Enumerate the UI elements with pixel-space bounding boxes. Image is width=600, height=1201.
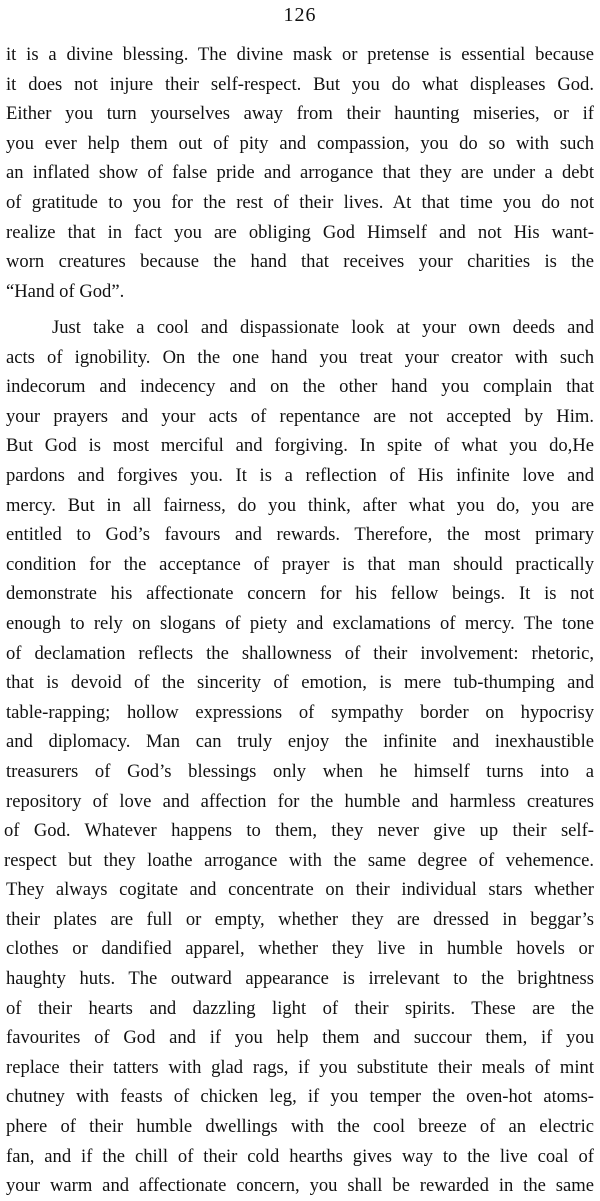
- text-line: of God. Whatever happens to them, they never give up their self-: [4, 820, 594, 842]
- text-line: their plates are full or empty, whether they are dressed in beggar’s: [6, 908, 594, 930]
- text-line: worn creatures because the hand that receives your charities is the: [6, 251, 594, 273]
- text-line: your warm and affectionate concern, you shall be rewarded in the same: [6, 1175, 594, 1197]
- text-line: an inflated show of false pride and arrogance that they are under a debt: [6, 162, 594, 184]
- text-line: pardons and forgives you. It is a reflection of His infinite love and: [6, 464, 594, 486]
- text-line: you ever help them out of pity and compassion, you do so with such: [6, 132, 594, 154]
- text-line: it does not injure their self-respect. But you do what displeases God.: [6, 73, 594, 95]
- text-line: of gratitude to you for the rest of their lives. At that time you do not: [6, 191, 594, 213]
- text-line: demonstrate his affectionate concern for his fellow beings. It is not: [6, 583, 594, 605]
- text-line: table-rapping; hollow expressions of sympathy border on hypocrisy: [6, 701, 594, 723]
- text-line: of their hearts and dazzling light of their spirits. These are the: [6, 997, 594, 1019]
- paragraph-1: [0, 40, 600, 306]
- text-line: fan, and if the chill of their cold hearths gives way to the live coal of: [6, 1145, 594, 1167]
- text-line: But God is most merciful and forgiving. In spite of what you do,He: [6, 435, 594, 457]
- text-line: enough to rely on slogans of piety and exclamations of mercy. The tone: [6, 612, 594, 634]
- text-line: Just take a cool and dispassionate look at your own deeds and: [52, 317, 594, 338]
- text-line: entitled to God’s favours and rewards. Therefore, the most primary: [6, 524, 594, 546]
- text-line: treasurers of God’s blessings only when he himself turns into a: [6, 760, 594, 782]
- text-line: acts of ignobility. On the one hand you treat your creator with such: [6, 346, 594, 368]
- text-line: and diplomacy. Man can truly enjoy the infinite and inexhaustible: [6, 731, 594, 753]
- text-line: repository of love and affection for the humble and harmless creatures: [6, 790, 594, 812]
- text-line: favourites of God and if you help them and succour them, if you: [6, 1027, 594, 1049]
- text-line: clothes or dandified apparel, whether they live in humble hovels or: [6, 938, 594, 960]
- text-line: it is a divine blessing. The divine mask or pretense is essential because: [6, 44, 594, 65]
- text-line: mercy. But in all fairness, do you think, after what you do, you are: [6, 494, 594, 516]
- text-line: realize that in fact you are obliging God Himself and not His want-: [6, 221, 594, 243]
- text-line: They always cogitate and concentrate on their individual stars whether: [6, 879, 594, 901]
- page-number: 126: [283, 4, 317, 26]
- text-line: of declamation reflects the shallowness of their involvement: rhetoric,: [6, 642, 594, 664]
- text-line: chutney with feasts of chicken leg, if you temper the oven-hot atoms-: [6, 1086, 594, 1108]
- text-line: that is devoid of the sincerity of emotion, is mere tub-thumping and: [6, 672, 594, 694]
- text-line: your prayers and your acts of repentance are not accepted by Him.: [6, 405, 594, 427]
- text-line: Either you turn yourselves away from their haunting miseries, or if: [6, 103, 594, 125]
- text-line: replace their tatters with glad rags, if you substitute their meals of mint: [6, 1056, 594, 1078]
- text-line: haughty huts. The outward appearance is irrelevant to the brightness: [6, 968, 594, 990]
- text-line: condition for the acceptance of prayer is that man should practically: [6, 553, 594, 575]
- text-line: phere of their humble dwellings with the cool breeze of an electric: [6, 1116, 594, 1138]
- text-line: indecorum and indecency and on the other hand you complain that: [6, 376, 594, 398]
- text-line: “Hand of God”.: [6, 280, 125, 302]
- text-line: respect but they loathe arrogance with the same degree of vehemence.: [4, 849, 594, 871]
- paragraph-2: [0, 313, 600, 1201]
